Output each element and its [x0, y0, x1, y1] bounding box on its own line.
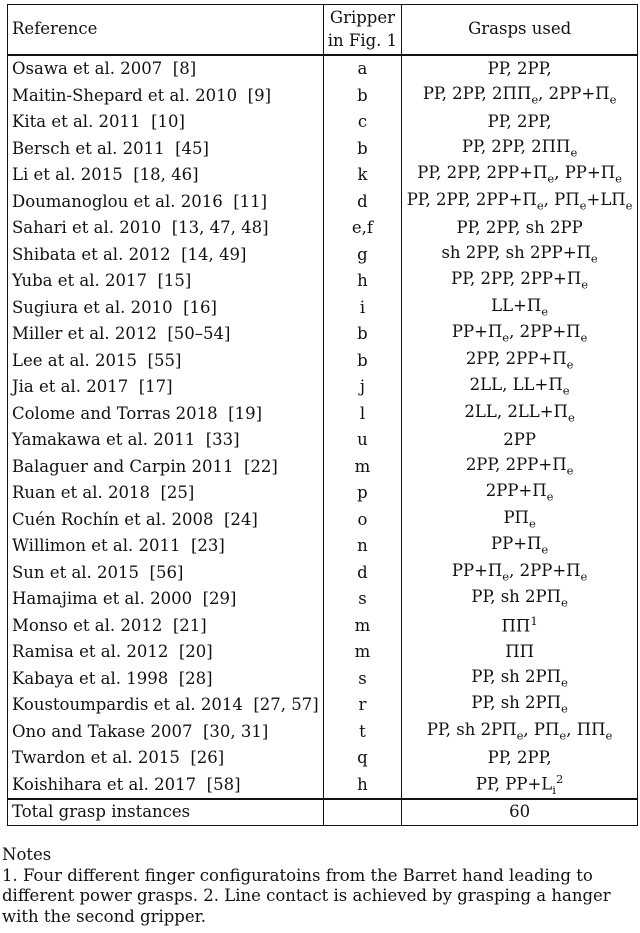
notes: [2, 845, 638, 927]
gripper-cell: q: [323, 745, 402, 772]
reference-citation: [17]: [138, 377, 173, 396]
table-row: [8, 772, 638, 800]
table-row: [8, 692, 638, 719]
grasps-cell: $PP+\Pi_e$, $2PP+\Pi_e$: [402, 560, 638, 587]
reference-cell: [8, 162, 324, 189]
grasps-cell: $PP+\Pi_e$: [402, 533, 638, 560]
gripper-cell: g: [323, 242, 402, 269]
grasps-cell: sh 2PP, sh $2PP+\Pi_e$: [402, 242, 638, 269]
reference-citation: [28]: [178, 668, 213, 688]
reference-citation: [30, 31]: [202, 721, 269, 741]
gripper-cell: k: [323, 162, 402, 189]
gripper-cell: r: [323, 692, 402, 719]
reference-citation: [24]: [224, 509, 258, 529]
table-row: [8, 586, 638, 613]
reference-cell: [8, 586, 324, 613]
reference-citation: [23]: [190, 536, 225, 555]
grasps-cell: $2PP+\Pi_e$: [402, 480, 638, 507]
reference-citation: [19]: [228, 403, 263, 423]
reference-cell: [8, 321, 324, 348]
table-row: [8, 83, 638, 110]
grasps-cell: PP, 2PP, $2PP+\Pi_e$: [402, 268, 638, 295]
table-row: [8, 109, 638, 136]
reference-citation: [20]: [178, 642, 213, 661]
reference-citation: [25]: [160, 483, 195, 502]
grasps-cell: $\Pi\Pi^1$: [402, 613, 638, 640]
reference-name: Yuba et al. 2017: [12, 271, 147, 290]
reference-cell: [8, 772, 324, 800]
table-row: [8, 533, 638, 560]
grasps-cell: PP, sh $2P\Pi_e$: [402, 666, 638, 693]
reference-cell: [8, 109, 324, 136]
reference-citation: [11]: [233, 191, 268, 211]
table-header-row: [8, 5, 638, 56]
reference-name: Maitin-Shepard et al. 2010: [12, 85, 238, 105]
total-row: [8, 799, 638, 826]
total-gripper-empty: [323, 799, 402, 826]
grasps-cell: PP, 2PP, $2\Pi\Pi_e$: [402, 136, 638, 163]
reference-name: Sahari et al. 2010: [12, 218, 162, 237]
reference-cell: [8, 454, 324, 481]
reference-cell: [8, 242, 324, 269]
reference-cell: [8, 533, 324, 560]
grasps-cell: ΠΠ: [402, 639, 638, 666]
reference-name: Osawa et al. 2007: [12, 59, 163, 78]
gripper-cell: b: [323, 348, 402, 375]
gripper-cell: t: [323, 719, 402, 746]
reference-name: Miller et al. 2012: [12, 324, 157, 343]
reference-name: Kabaya et al. 1998: [12, 668, 169, 688]
gripper-cell: p: [323, 480, 402, 507]
reference-name: Sun et al. 2015: [12, 562, 140, 582]
reference-cell: [8, 295, 324, 322]
reference-cell: [8, 560, 324, 587]
reference-citation: [26]: [190, 748, 225, 767]
gripper-cell: s: [323, 666, 402, 693]
reference-cell: [8, 692, 324, 719]
header-gripper-line2: in Fig. 1: [327, 30, 398, 50]
table-row: [8, 268, 638, 295]
grasps-cell: PP, 2PP,: [402, 109, 638, 136]
grasps-cell: PP, $PP+L_i^2$: [402, 772, 638, 800]
grasps-cell: PP, 2PP,: [402, 55, 638, 83]
reference-citation: [29]: [202, 589, 237, 608]
reference-citation: [9]: [247, 85, 272, 105]
total-label: Total grasp instances: [8, 799, 324, 826]
table-row: [8, 719, 638, 746]
reference-cell: [8, 348, 324, 375]
reference-name: Doumanoglou et al. 2016: [12, 191, 223, 211]
reference-name: Monso et al. 2012: [12, 615, 163, 635]
reference-citation: [50–54]: [167, 324, 231, 343]
reference-cell: [8, 136, 324, 163]
reference-cell: [8, 268, 324, 295]
gripper-cell: o: [323, 507, 402, 534]
reference-name: Shibata et al. 2012: [12, 244, 171, 264]
reference-citation: [27, 57]: [253, 695, 319, 714]
grasps-cell: 2PP, $2PP+\Pi_e$: [402, 348, 638, 375]
gripper-cell: b: [323, 321, 402, 348]
grasps-cell: $LL+\Pi_e$: [402, 295, 638, 322]
gripper-cell: l: [323, 401, 402, 428]
reference-citation: [45]: [175, 138, 209, 158]
gripper-cell: s: [323, 586, 402, 613]
reference-name: Hamajima et al. 2000: [12, 589, 193, 608]
reference-name: Bersch et al. 2011: [12, 138, 165, 158]
reference-citation: [56]: [149, 562, 184, 582]
table-row: [8, 215, 638, 242]
table-row: [8, 507, 638, 534]
grasps-cell: PP, sh $2P\Pi_e$: [402, 692, 638, 719]
grasps-cell: PP, 2PP, $2\Pi\Pi_e$, $2PP+\Pi_e$: [402, 83, 638, 110]
table-row: [8, 745, 638, 772]
grasps-cell: 2LL, $2LL+\Pi_e$: [402, 401, 638, 428]
reference-name: Ono and Takase 2007: [12, 721, 193, 741]
reference-cell: [8, 215, 324, 242]
reference-cell: [8, 427, 324, 454]
table-row: [8, 454, 638, 481]
reference-cell: [8, 189, 324, 216]
table-row: [8, 242, 638, 269]
reference-name: Li et al. 2015: [12, 165, 123, 184]
table-row: [8, 480, 638, 507]
reference-cell: [8, 639, 324, 666]
reference-name: Lee at al. 2015: [12, 350, 138, 370]
reference-citation: [13, 47, 48]: [171, 218, 269, 237]
table-row: [8, 613, 638, 640]
reference-name: Sugiura et al. 2010: [12, 297, 173, 317]
table-row: [8, 374, 638, 401]
grasps-cell: PP, sh $2P\Pi_e$, $P\Pi_e$, $\Pi\Pi_e$: [402, 719, 638, 746]
table-row: [8, 427, 638, 454]
gripper-cell: n: [323, 533, 402, 560]
reference-name: Balaguer and Carpin 2011: [12, 456, 234, 476]
reference-citation: [8]: [172, 59, 197, 78]
reference-citation: [21]: [172, 615, 207, 635]
header-grasps: Grasps used: [402, 5, 638, 56]
grasps-cell: $P\Pi_e$: [402, 507, 638, 534]
gripper-cell: h: [323, 268, 402, 295]
gripper-cell: d: [323, 189, 402, 216]
reference-cell: [8, 719, 324, 746]
table-row: [8, 295, 638, 322]
reference-citation: [10]: [151, 112, 185, 131]
reference-name: Colome and Torras 2018: [12, 403, 218, 423]
gripper-cell: d: [323, 560, 402, 587]
table-row: [8, 401, 638, 428]
reference-citation: [15]: [157, 271, 192, 290]
reference-cell: [8, 507, 324, 534]
reference-name: Kita et al. 2011: [12, 112, 141, 131]
gripper-cell: j: [323, 374, 402, 401]
gripper-cell: u: [323, 427, 402, 454]
reference-citation: [55]: [147, 350, 182, 370]
table-row: [8, 560, 638, 587]
reference-cell: [8, 666, 324, 693]
grasps-cell: PP, sh $2P\Pi_e$: [402, 586, 638, 613]
header-gripper: [323, 5, 402, 56]
grasps-cell: PP, 2PP, $2PP+\Pi_e$, $P\Pi_e+L\Pi_e$: [402, 189, 638, 216]
reference-name: Twardon et al. 2015: [12, 748, 180, 767]
grasps-cell: PP, 2PP, $2PP+\Pi_e$, $PP+\Pi_e$: [402, 162, 638, 189]
table-row: [8, 639, 638, 666]
table-row: [8, 136, 638, 163]
notes-heading: Notes: [2, 845, 52, 864]
reference-citation: [14, 49]: [181, 244, 247, 264]
table-row: [8, 348, 638, 375]
gripper-cell: i: [323, 295, 402, 322]
reference-citation: [58]: [206, 774, 241, 794]
grasps-cell: 2PP: [402, 427, 638, 454]
reference-cell: [8, 83, 324, 110]
reference-citation: [18, 46]: [133, 165, 199, 184]
reference-name: Koishihara et al. 2017: [12, 774, 197, 794]
reference-cell: [8, 401, 324, 428]
reference-name: Ruan et al. 2018: [12, 483, 150, 502]
reference-citation: [22]: [244, 456, 278, 476]
gripper-cell: a: [323, 55, 402, 83]
table-row: [8, 666, 638, 693]
reference-name: Koustoumpardis et al. 2014: [12, 695, 243, 714]
reference-cell: [8, 55, 324, 83]
grasps-cell: 2PP, $2PP+\Pi_e$: [402, 454, 638, 481]
header-reference: Reference: [8, 5, 324, 56]
reference-name: Ramisa et al. 2012: [12, 642, 169, 661]
table-body: [8, 55, 638, 799]
grasps-cell: PP, 2PP,: [402, 745, 638, 772]
gripper-cell: b: [323, 83, 402, 110]
gripper-cell: b: [323, 136, 402, 163]
gripper-cell: h: [323, 772, 402, 800]
reference-cell: [8, 613, 324, 640]
reference-cell: [8, 745, 324, 772]
table-row: [8, 162, 638, 189]
gripper-cell: c: [323, 109, 402, 136]
reference-name: Willimon et al. 2011: [12, 536, 181, 555]
reference-name: Jia et al. 2017: [12, 377, 129, 396]
total-value: 60: [402, 799, 638, 826]
reference-citation: [33]: [205, 430, 240, 449]
table-row: [8, 189, 638, 216]
reference-name: Cuén Rochín et al. 2008: [12, 509, 214, 529]
reference-cell: [8, 374, 324, 401]
notes-text: 1. Four different finger configuratoins from the Barret hand leading to different power grasps. 2. Line contact is achieved by grasping a hanger with the second gripper.: [2, 865, 611, 926]
gripper-cell: e,f: [323, 215, 402, 242]
table-row: [8, 55, 638, 83]
gripper-cell: m: [323, 613, 402, 640]
reference-citation: [16]: [183, 297, 217, 317]
grasp-table: [7, 4, 638, 826]
reference-cell: [8, 480, 324, 507]
table-row: [8, 321, 638, 348]
grasps-cell: PP, 2PP, sh 2PP: [402, 215, 638, 242]
grasps-cell: $PP+\Pi_e$, $2PP+\Pi_e$: [402, 321, 638, 348]
gripper-cell: m: [323, 454, 402, 481]
grasps-cell: 2LL, $LL+\Pi_e$: [402, 374, 638, 401]
reference-name: Yamakawa et al. 2011: [12, 430, 196, 449]
gripper-cell: m: [323, 639, 402, 666]
header-gripper-line1: Gripper: [329, 8, 396, 28]
